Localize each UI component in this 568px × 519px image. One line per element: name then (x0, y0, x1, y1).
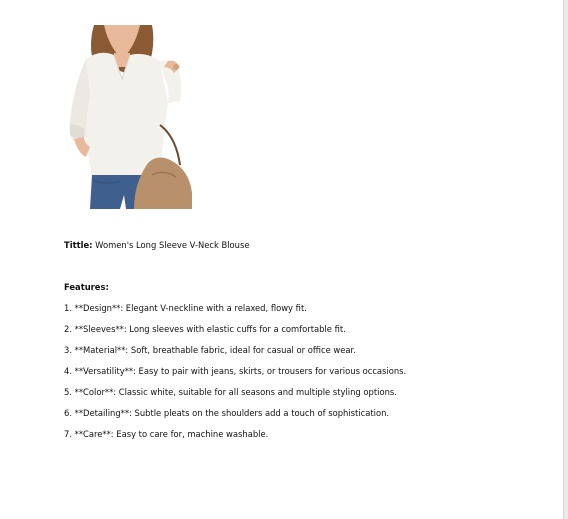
feature-item-versatility: 4. **Versatility**: Easy to pair with jeans, skirts, or trousers for various occasions. (64, 366, 407, 376)
feature-item-detailing: 6. **Detailing**: Subtle pleats on the shoulders add a touch of sophistication. (64, 408, 390, 418)
product-title-line (64, 239, 250, 251)
title-value: Women's Long Sleeve V-Neck Blouse (95, 240, 250, 250)
features-heading: Features: (64, 282, 109, 292)
title-label: Tittle: (64, 240, 93, 250)
feature-item-design: 1. **Design**: Elegant V-neckline with a relaxed, flowy fit. (64, 303, 307, 313)
page-edge-divider (563, 0, 568, 519)
feature-item-color: 5. **Color**: Classic white, suitable for all seasons and multiple styling options. (64, 387, 397, 397)
product-photo (64, 25, 192, 209)
feature-item-material: 3. **Material**: Soft, breathable fabric, ideal for casual or office wear. (64, 345, 356, 355)
feature-item-care: 7. **Care**: Easy to care for, machine washable. (64, 429, 269, 439)
feature-item-sleeves: 2. **Sleeves**: Long sleeves with elastic cuffs for a comfortable fit. (64, 324, 346, 334)
features-list (64, 302, 406, 449)
